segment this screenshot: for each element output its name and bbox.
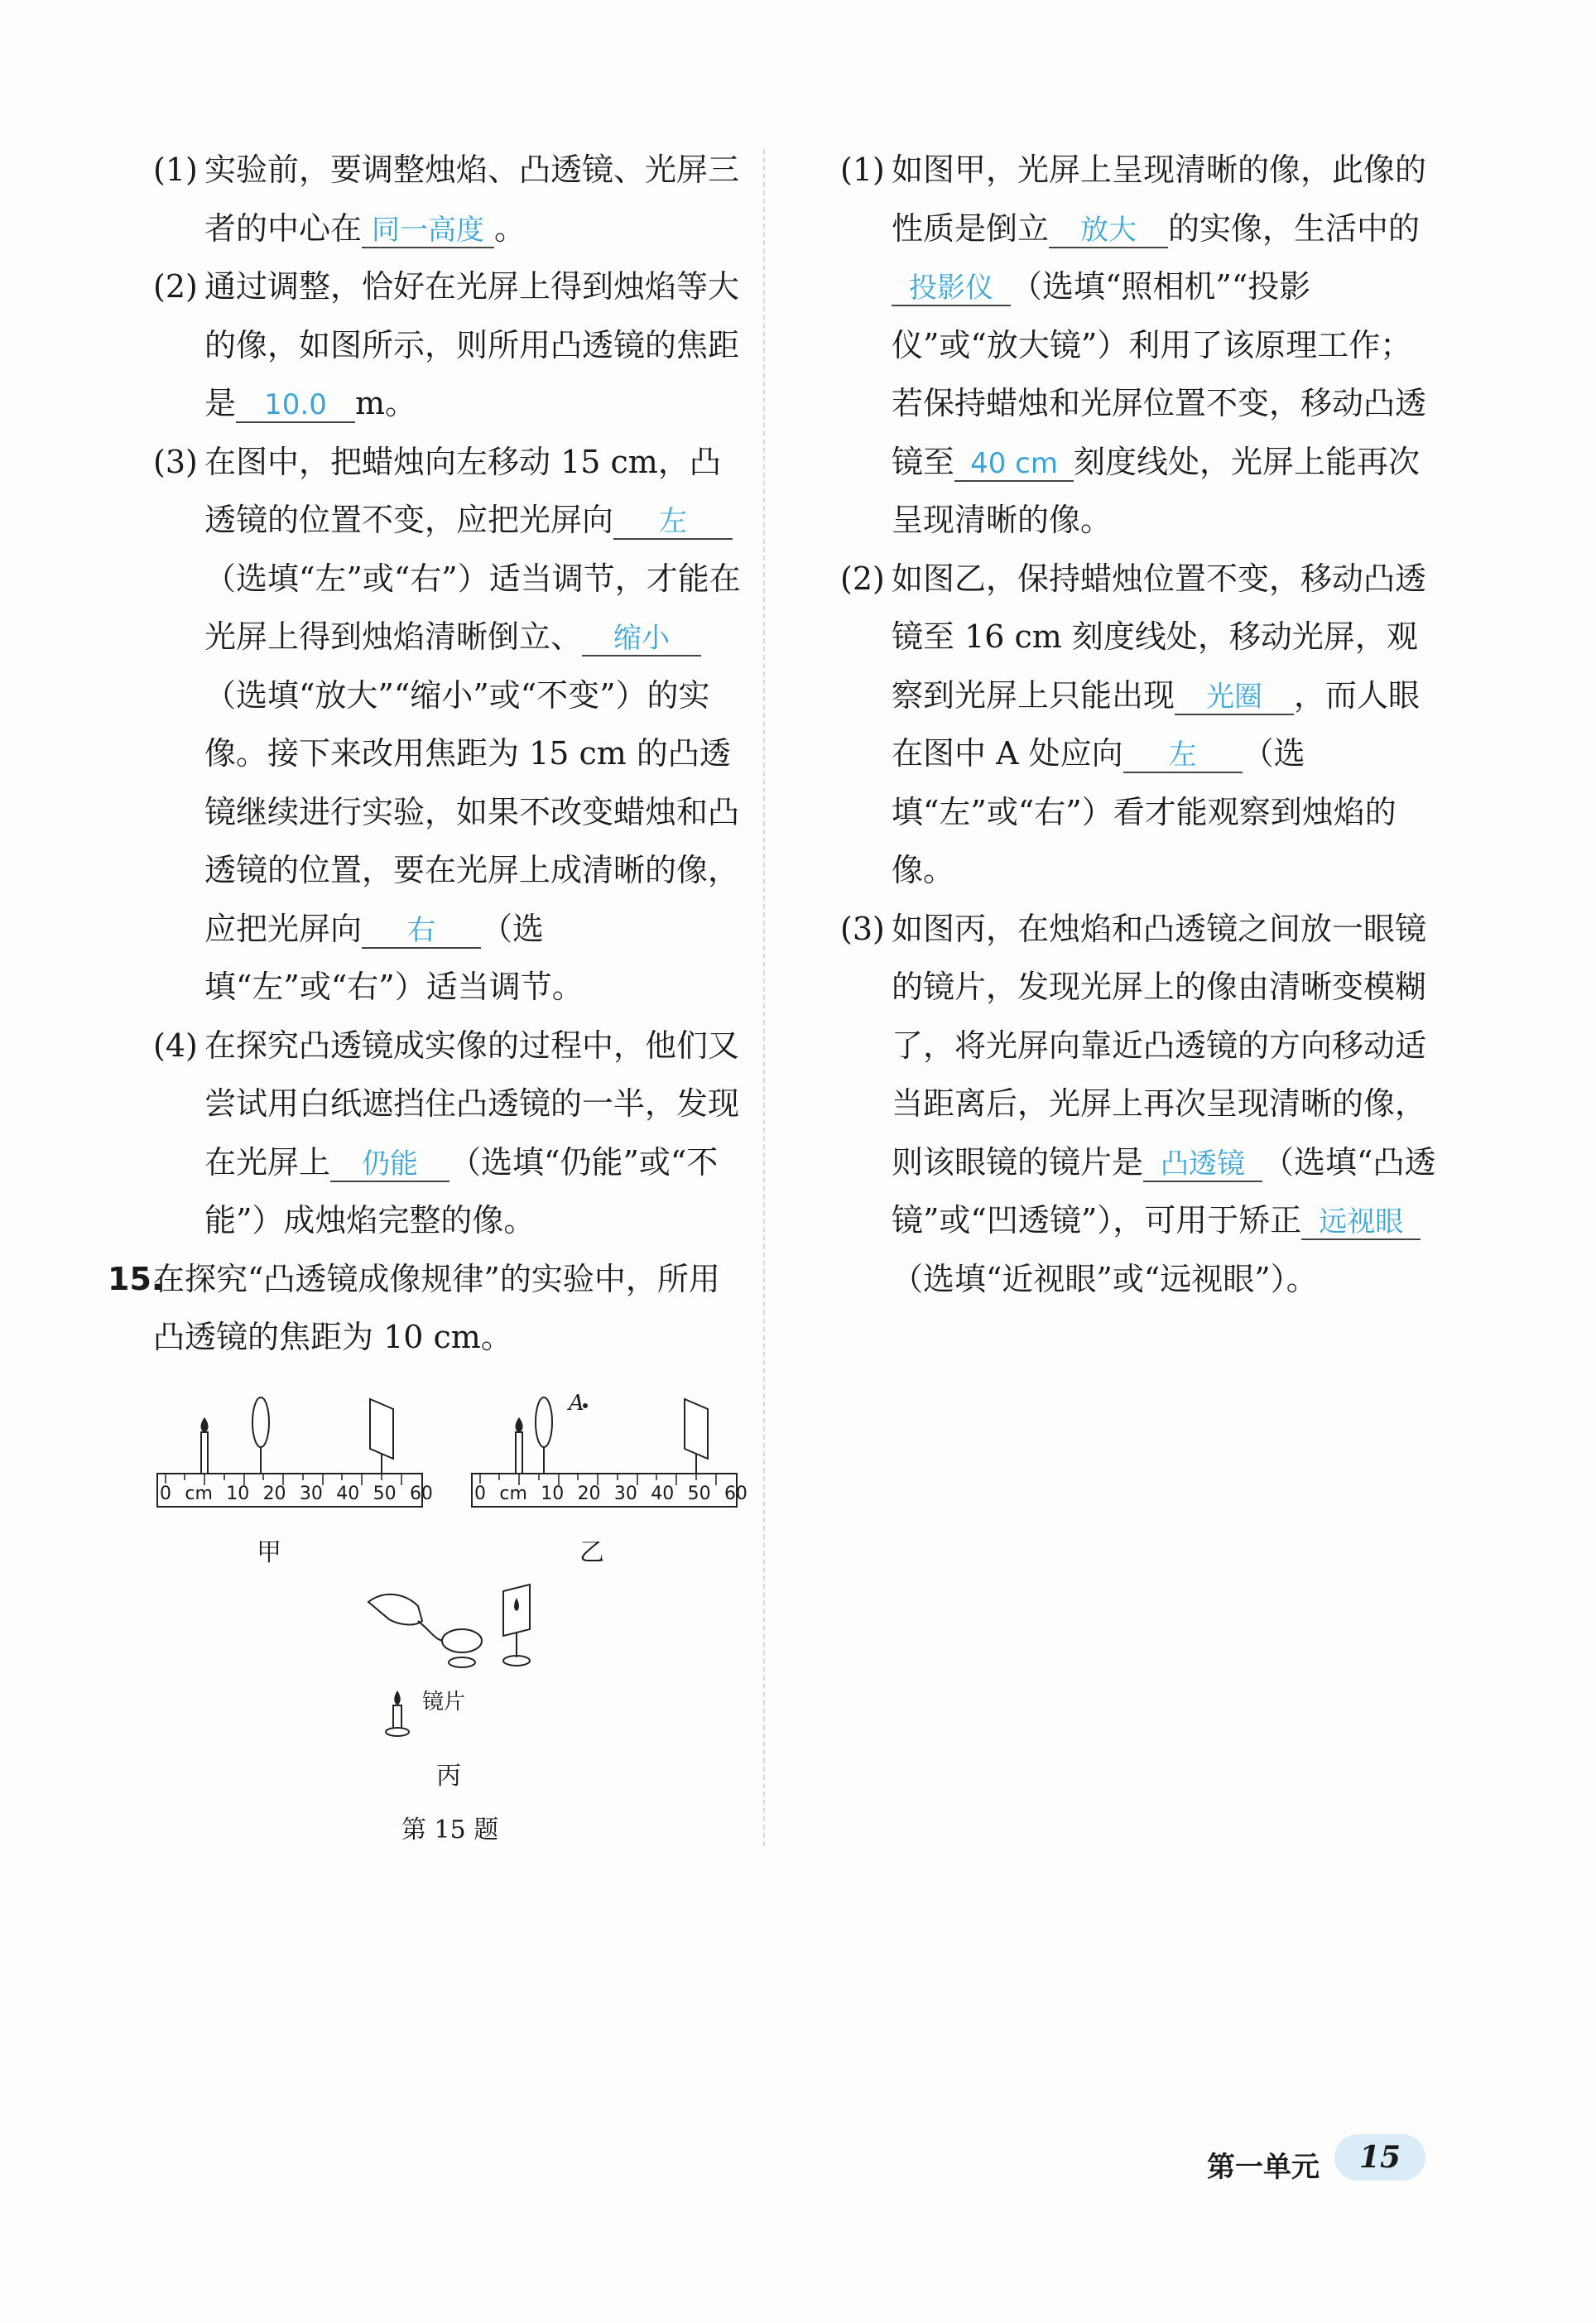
- hand: [368, 1594, 422, 1625]
- item-text-end: m。: [355, 385, 417, 421]
- item-number: (3): [153, 443, 198, 480]
- optical-bench-figure-b: [468, 1374, 749, 1540]
- item-number: (2): [153, 268, 198, 305]
- figure-label-c: 丙: [436, 1762, 461, 1791]
- question-14-part-4: [153, 1017, 749, 1250]
- column-divider: [763, 149, 765, 1846]
- question-stem: 在探究“凸透镜成像规律”的实验中，所用凸透镜的焦距为 10 cm。: [153, 1260, 720, 1355]
- item-text-end: （选填“仍能”或“不能”）成烛焰完整的像。: [204, 1143, 719, 1238]
- item-number: (3): [840, 910, 885, 947]
- point-a-label: A: [569, 1391, 584, 1416]
- question-14-part-3: [153, 433, 749, 1017]
- candle: [201, 1432, 208, 1474]
- figure-caption: 第 15 题: [401, 1816, 499, 1844]
- item-number: (4): [153, 1027, 198, 1064]
- left-column: [108, 141, 749, 1367]
- item-text: 实验前，要调整烛焰、凸透镜、光屏三者的中心在: [204, 152, 740, 247]
- ruler-labels-a: 0 cm 10 20 30 40 50 60: [160, 1484, 433, 1504]
- answer-blank: 放大: [1049, 214, 1168, 248]
- answer-blank: 左: [1123, 738, 1243, 773]
- answer-blank: 同一高度: [362, 214, 494, 248]
- convex-lens: [252, 1397, 269, 1447]
- question-15-part-1: [840, 141, 1436, 550]
- figure-label-a: 甲: [257, 1538, 281, 1567]
- answer-blank: 光圈: [1175, 681, 1294, 715]
- answer-blank: 仍能: [330, 1147, 449, 1182]
- question-15-part-3: [840, 900, 1436, 1309]
- question-14-part-2: [153, 257, 749, 433]
- question-15: [108, 1250, 749, 1367]
- item-text-mid: （选填“照相机”“投影仪”或“放大镜”）利用了该原理工作；若保持蜡烛和光屏位置不变，移动凸透镜至: [892, 268, 1427, 480]
- unit-label: 第一单元: [1207, 2151, 1320, 2184]
- item-text-end: （选填“左”或“右”）看才能观察到烛焰的像。: [892, 735, 1396, 888]
- answer-blank: 40 cm: [954, 447, 1074, 482]
- item-text: 如图乙，保持蜡烛位置不变，移动凸透镜至 16 cm 刻度线处，移动光屏，观察到光屏上只能出现: [892, 560, 1427, 714]
- item-number: (1): [153, 152, 198, 188]
- answer-blank: 左: [613, 505, 733, 540]
- lens-piece: [442, 1629, 482, 1652]
- item-text: 如图甲，光屏上呈现清晰的像，此像的性质是倒立: [892, 152, 1427, 247]
- item-text-end: 。: [494, 209, 526, 247]
- question-15-part-2: [840, 550, 1436, 900]
- item-text: 在图中，把蜡烛向左移动 15 cm，凸透镜的位置不变，应把光屏向: [204, 443, 721, 538]
- item-text: 如图丙，在烛焰和凸透镜之间放一眼镜的镜片，发现光屏上的像由清晰变模糊了，将光屏向靠近凸透镜的方向移动适当距离后，光屏上再次呈现清晰的像，则该眼镜的镜片是: [892, 910, 1427, 1181]
- answer-blank: 缩小: [582, 622, 701, 656]
- question-14-part-1: [153, 141, 749, 257]
- page-number: 15: [1334, 2134, 1425, 2181]
- eyeglass-lens-figure-c: [364, 1581, 563, 1747]
- item-text-mid: （选填“左”或“右”）适当调节，才能在光屏上得到烛焰清晰倒立、: [204, 560, 741, 655]
- item-text-end: （选填“近视眼”或“远视眼”）。: [892, 1260, 1318, 1297]
- item-number: (1): [840, 152, 885, 188]
- item-text: 通过调整，恰好在光屏上得到烛焰等大的像，如图所示，则所用凸透镜的焦距是: [204, 268, 740, 421]
- item-text: 在探究凸透镜成实像的过程中，他们又尝试用白纸遮挡住凸透镜的一半，发现在光屏上: [204, 1027, 740, 1181]
- figure-label-b: 乙: [579, 1538, 604, 1567]
- lens-piece-label: 镜片: [422, 1690, 466, 1715]
- answer-blank: 凸透镜: [1143, 1147, 1262, 1182]
- answer-blank: 右: [362, 914, 481, 949]
- optical-bench-figure-a: [153, 1374, 435, 1540]
- ruler-labels-b: 0 cm 10 20 30 40 50 60: [474, 1484, 748, 1504]
- answer-blank: 远视眼: [1301, 1205, 1421, 1240]
- item-number: (2): [840, 560, 885, 597]
- item-text-end: （选填“左”或“右”）适当调节。: [204, 910, 584, 1005]
- item-text-mid: 的实像，生活中的: [1168, 209, 1421, 247]
- right-column: [840, 141, 1436, 1308]
- item-text-mid: （选填“放大”“缩小”或“不变”）的实像。接下来改用焦距为 15 cm 的凸透镜继续进行实验，如果不改变蜡烛和凸透镜的位置，要在光屏上成清晰的像，应把光屏向: [204, 676, 740, 947]
- flame: [201, 1417, 209, 1432]
- answer-blank: 投影仪: [892, 272, 1011, 306]
- item-text-end: 刻度线处，光屏上能再次呈现清晰的像。: [892, 443, 1421, 538]
- item-text-mid: （选填“凸透镜”或“凹透镜”），可用于矫正: [892, 1143, 1436, 1238]
- light-screen: [370, 1399, 393, 1459]
- question-number: 15.: [108, 1260, 164, 1297]
- answer-blank: 10.0: [236, 388, 355, 423]
- figure-15: [153, 1374, 749, 1871]
- item-text-mid: ，而人眼在图中 A 处应向: [892, 676, 1421, 772]
